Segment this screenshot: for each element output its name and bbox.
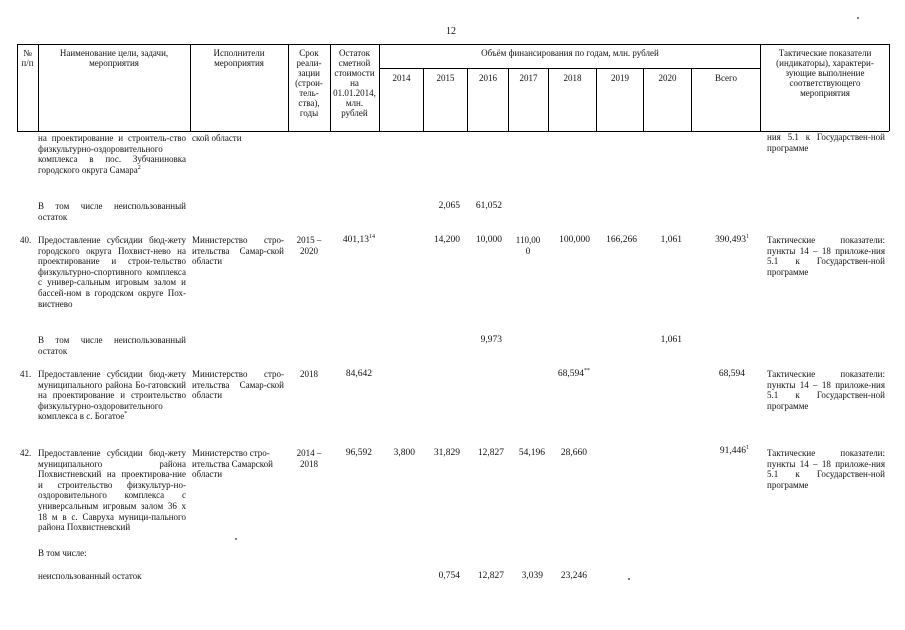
row40-2020: 1,061 (660, 235, 682, 245)
header-year-2020: 2020 (658, 73, 677, 83)
header-indicators: Тактические показатели (индикаторы), характери-зующие выполнение соответствующего мероприятия (776, 48, 874, 98)
years-header-divider (379, 68, 760, 69)
row41-indicators: Тактические показатели: пункты 14 – 18 приложе-ния 5.1 к Государствен-ной программе (767, 369, 885, 411)
row40-sub-2020: 1,061 (660, 335, 682, 345)
row42-no: 42. (20, 448, 32, 458)
scan-speck-2 (235, 538, 237, 540)
row42-2015: 31,829 (433, 448, 460, 458)
cont-sub-2016: 61,052 (475, 201, 502, 211)
row40-sub-name: В том числе неиспользованный остаток (38, 335, 186, 356)
row42-executors: Министерство стро-ительства Самарской области (192, 448, 273, 480)
header-year-2015: 2015 (436, 73, 455, 83)
row42-sub2-2018: 23,246 (560, 571, 587, 581)
row41-term: 2018 (300, 369, 318, 379)
col-line-2 (190, 44, 191, 131)
cont-executors: ской области (192, 133, 242, 143)
row41-2018: 68,594** (557, 368, 590, 379)
col-line-1 (38, 44, 39, 131)
row40-2018: 100,000 (559, 235, 590, 245)
page-number: 12 (446, 26, 456, 37)
row41-balance: 84,642 (345, 369, 372, 379)
header-year-2018: 2018 (563, 73, 582, 83)
cont-name: на проектирование и строитель-ство физкультурно-оздоровительного комплекса в пос. Зубчаниновка городского округа Самара$^2$ (38, 133, 186, 175)
header-year-2017: 2017 (519, 73, 538, 83)
cont-indicators: ния 5.1 к Государствен-ной программе (767, 132, 885, 153)
header-year-2016: 2016 (479, 73, 497, 83)
header-volume: Объём финансирования по годам, млн. рублей (481, 48, 659, 58)
row42-sub2-2016: 12,827 (477, 571, 504, 581)
row40-2016: 10,000 (475, 235, 502, 245)
row42-balance: 96,592 (345, 448, 372, 458)
row40-2015: 14,200 (433, 235, 460, 245)
row42-indicators: Тактические показатели: пункты 14 – 18 приложе-ния 5.1 к Государствен-ной программе (767, 448, 885, 490)
cont-sub-name: В том числе неиспользованный остаток (38, 201, 186, 222)
row42-sub1-name: В том числе: (38, 548, 87, 558)
row40-total: 390,493$^1$ (715, 234, 749, 245)
row40-2017: 110,00 0 (515, 235, 541, 256)
row40-executors: Министерство стро-ительства Самар-ской области (192, 235, 284, 267)
header-term: Срок реали- зации (строи- тель- ства), годы (295, 48, 323, 118)
row40-no: 40. (20, 235, 32, 245)
row42-2018: 28,660 (560, 448, 587, 458)
row42-2014: 3,800 (393, 448, 415, 458)
row40-sub-2016: 9,973 (480, 335, 502, 345)
header-balance: Остаток сметной стоимости на 01.01.2014, млн. рублей (333, 48, 376, 118)
row40-term: 2015 – 2020 (296, 235, 322, 256)
row41-total: 68,594 (718, 369, 745, 379)
row42-term: 2014 – 2018 (296, 448, 322, 469)
row42-sub2-2017: 3,039 (521, 571, 543, 581)
scan-speck-3 (628, 578, 630, 580)
row42-sub2-2015: 0,754 (438, 571, 460, 581)
header-year-2019: 2019 (611, 73, 629, 83)
row42-2017: 54,196 (518, 448, 545, 458)
col-line-right (889, 44, 890, 131)
header-no: № п/п (21, 48, 34, 68)
row42-name: Предоставление субсидии бюд-жету муниципального района Похвистневский на проектирова-ние и строительство физкультур-но-оздоровительного комплекса с универсальным игровым залом 36 х 18 м в с. Савруха муници-пального района Похвистневский (38, 448, 186, 533)
row40-2019: 166,266 (606, 235, 637, 245)
table-top-border (17, 44, 889, 45)
header-name: Наименование цели, задачи, мероприятия (59, 48, 169, 68)
row41-executors: Министерство стро-ительства Самар-ской области (192, 369, 284, 401)
scan-speck (857, 17, 859, 19)
header-bottom-border (17, 131, 889, 132)
header-executors: Исполнители мероприятия (213, 48, 265, 68)
col-line-6 (760, 44, 761, 131)
row42-total: 91,446$^1$ (719, 445, 749, 456)
row42-sub2-name: неиспользованный остаток (38, 571, 142, 581)
row42-2016: 12,827 (477, 448, 504, 458)
cont-sub-2015: 2,065 (438, 201, 460, 211)
row40-name: Предоставление субсидии бюд-жету городского округа Похвист-нево на проектирование и строи-тельство физкультурно-спортивного комплекса с универ-сальным игровым залом и бассей-ном в городском округе Пох-вистнево (38, 235, 186, 309)
row41-name: Предоставление субсидии бюд-жету муниципального района Бо-гатовский на проектирование и строительство физкультурно-оздоровительного комплекса в с. Богатое* (38, 369, 186, 422)
header-year-2014: 2014 (392, 73, 411, 83)
row40-balance: 401,13$^{14}$ (342, 234, 375, 245)
header-year-total: Всего (714, 73, 738, 83)
row41-no: 41. (20, 369, 32, 379)
row40-indicators: Тактические показатели: пункты 14 – 18 приложе-ния 5.1 к Государствен-ной программе (767, 235, 885, 277)
